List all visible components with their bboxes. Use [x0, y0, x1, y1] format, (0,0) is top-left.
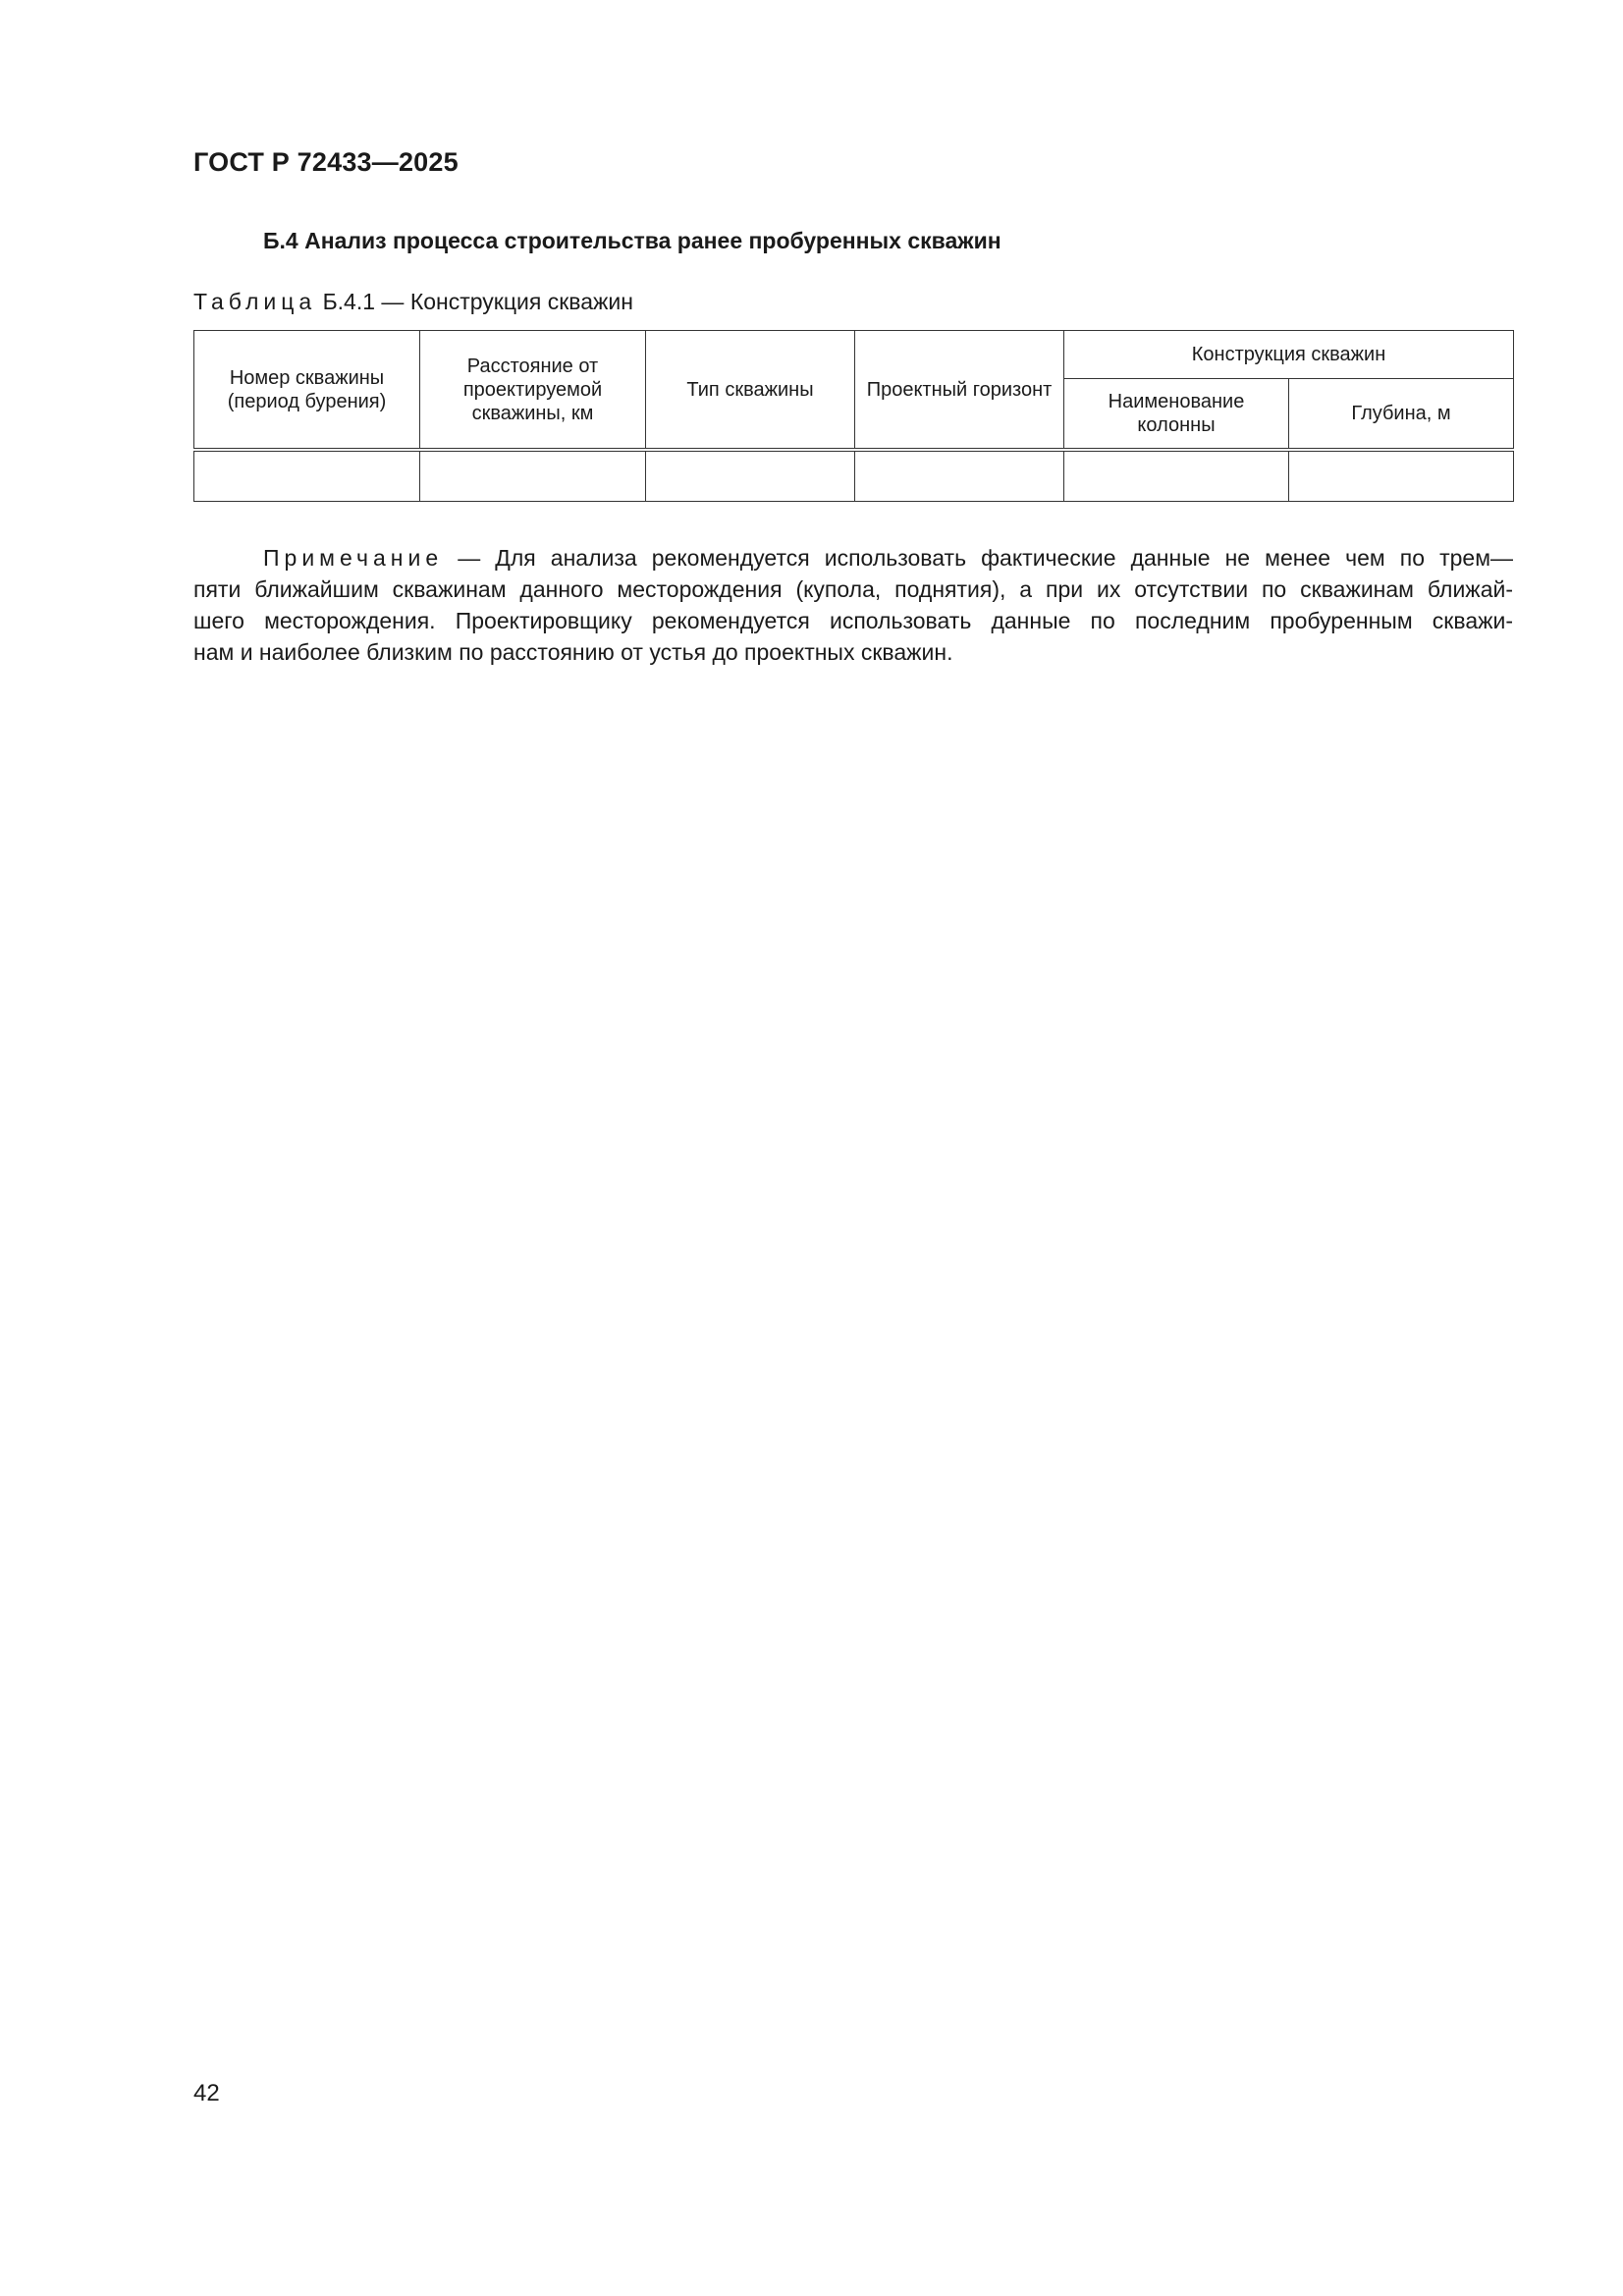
note-line [193, 542, 1513, 574]
table-caption-text: Б.4.1 — Конструкция скважин [322, 289, 633, 314]
table-cell [1064, 450, 1289, 502]
header-construction: Конструкция скважин [1064, 331, 1514, 379]
table-row [194, 450, 1514, 502]
table-cell [420, 450, 646, 502]
header-column-name: Наименование колонны [1064, 379, 1289, 451]
note-text-1: — Для анализа рекомендуется использовать фактические данные не менее чем по трем— [458, 545, 1514, 571]
header-distance: Расстояние от проектируемой скважины, км [420, 331, 646, 451]
section-title: Б.4 Анализ процесса строительства ранее пробуренных скважин [263, 228, 1001, 253]
table-cell [646, 450, 855, 502]
table-cell [194, 450, 420, 502]
document-code: ГОСТ Р 72433—2025 [193, 147, 459, 177]
note-line: нам и наиболее близким по расстоянию от устья до проектных скважин. [193, 639, 953, 665]
well-construction-table [193, 330, 1514, 502]
table-caption [193, 289, 633, 315]
table-note [193, 542, 1513, 668]
page-number: 42 [193, 2080, 220, 2106]
table-cell [1289, 450, 1514, 502]
header-well-type: Тип скважины [646, 331, 855, 451]
header-well-number: Номер скважины (период бурения) [194, 331, 420, 451]
table-cell [855, 450, 1064, 502]
note-line: пяти ближайшим скважинам данного месторождения (купола, поднятия), а при их отсутствии по скважинам ближай- [193, 576, 1513, 602]
note-label: Примечание [263, 545, 444, 571]
header-design-horizon: Проектный горизонт [855, 331, 1064, 451]
table-caption-prefix: Таблица [193, 289, 317, 314]
header-depth: Глубина, м [1289, 379, 1514, 451]
note-line: шего месторождения. Проектировщику рекомендуется использовать данные по последним пробуренным скважи- [193, 608, 1513, 633]
